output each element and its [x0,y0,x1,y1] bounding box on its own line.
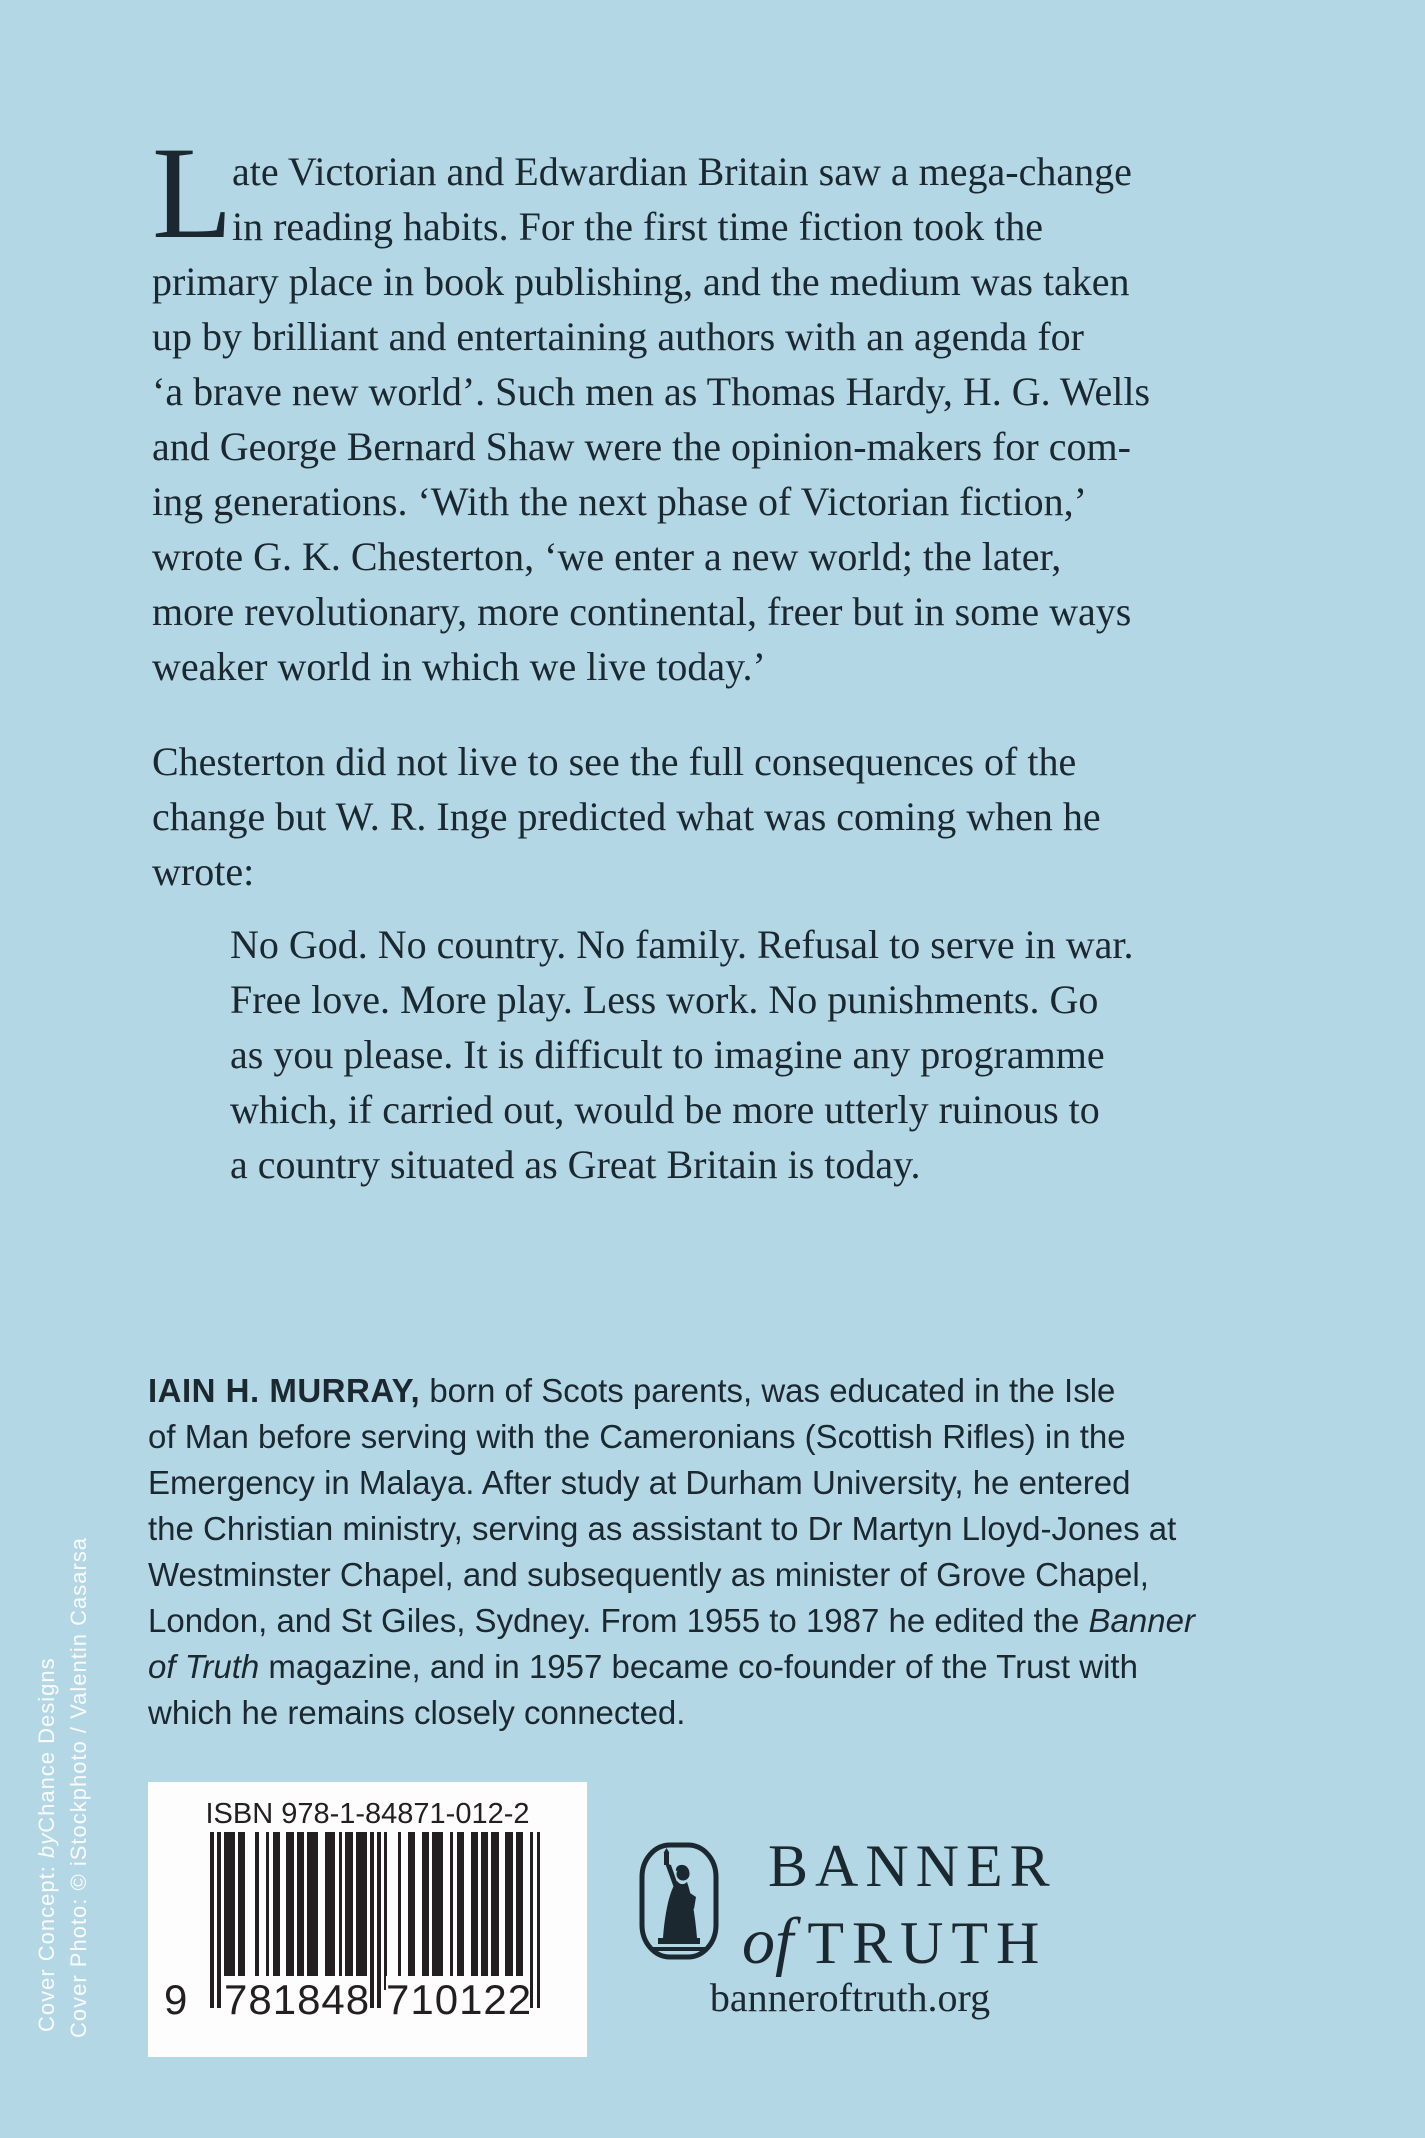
text-line: a country situated as Great Britain is today. [230,1142,921,1187]
text-line: which, if carried out, would be more utterly ruinous to [230,1087,1100,1132]
inge-block-quote [230,917,1280,1192]
text-line: Westminster Chapel, and subsequently as minister of Grove Chapel, [148,1556,1149,1593]
text-line: ing generations. ‘With the next phase of Victorian fiction,’ [152,479,1087,524]
cover-concept-credit [34,1657,60,2032]
text-line: ‘a brave new world’. Such men as Thomas Hardy, H. G. Wells [152,369,1151,414]
text-line [148,1368,1368,1414]
magazine-title-part: of Truth [148,1648,260,1685]
barcode-panel [148,1782,587,2057]
text-line: No God. No country. No family. Refusal to serve in war. [230,922,1134,967]
text-line: and George Bernard Shaw were the opinion-makers for com- [152,424,1131,469]
text-line: Chesterton did not live to see the full consequences of the [152,739,1077,784]
text-line: in reading habits. For the first time fiction took the [232,204,1043,249]
drop-cap-letter: L [152,119,233,266]
text-line: primary place in book publishing, and the medium was taken [152,259,1130,304]
text-line: Free love. More play. Less work. No punishments. Go [230,977,1099,1022]
publisher-url: banneroftruth.org [709,1975,991,2020]
text-line [148,1644,1368,1690]
text-line: wrote: [152,849,255,894]
author-name: IAIN H. MURRAY, [148,1372,421,1409]
preacher-logo-icon [638,1841,720,1961]
bio-text: born of Scots parents, was educated in the Isle [420,1372,1116,1409]
magazine-title-part: Banner [1088,1602,1195,1639]
publisher-truth: TRUTH [807,1910,1048,1976]
isbn-number: ISBN 978-1-84871-012-2 [205,1798,530,1830]
barcode-digit-group: 781848 [224,1976,371,2023]
chesterton-paragraph [152,734,1322,899]
publisher-of: of [742,1905,794,1978]
barcode-digit-group: 9 [164,1976,188,2023]
text-line: as you please. It is difficult to imagine any programme [230,1032,1105,1077]
publisher-name-line2 [742,1905,1048,1978]
text-line: ate Victorian and Edwardian Britain saw a mega-change [232,149,1132,194]
text-line: Emergency in Malaya. After study at Durham University, he entered [148,1464,1131,1501]
text-line: which he remains closely connected. [148,1694,686,1731]
publisher-name-line1: BANNER [768,1833,1057,1899]
credit-text: Cover Concept: [34,1858,59,2032]
text-line: change but W. R. Inge predicted what was coming when he [152,794,1101,839]
author-bio [148,1368,1368,1736]
barcode-digits [148,1976,587,2023]
text-line: more revolutionary, more continental, freer but in some ways [152,589,1132,634]
text-line: of Man before serving with the Cameronians (Scottish Rifles) in the [148,1418,1126,1455]
bio-text: London, and St Giles, Sydney. From 1955 to 1987 he edited the [148,1602,1089,1639]
text-line [148,1598,1368,1644]
text-line: weaker world in which we live today.’ [152,644,766,689]
credit-text: by [34,1832,59,1859]
cover-photo-credit: Cover Photo: © iStockphoto / Valentin Casarsa [66,1536,91,2038]
bio-text: magazine, and in 1957 became co-founder of the Trust with [259,1648,1138,1685]
opening-paragraph [152,119,1322,694]
credit-text: Chance Designs [34,1657,59,1833]
text-line: the Christian ministry, serving as assistant to Dr Martyn Lloyd-Jones at [148,1510,1177,1547]
text-line: up by brilliant and entertaining authors with an agenda for [152,314,1084,359]
text-line: wrote G. K. Chesterton, ‘we enter a new world; the later, [152,534,1062,579]
barcode-digit-group: 710122 [386,1976,533,2023]
